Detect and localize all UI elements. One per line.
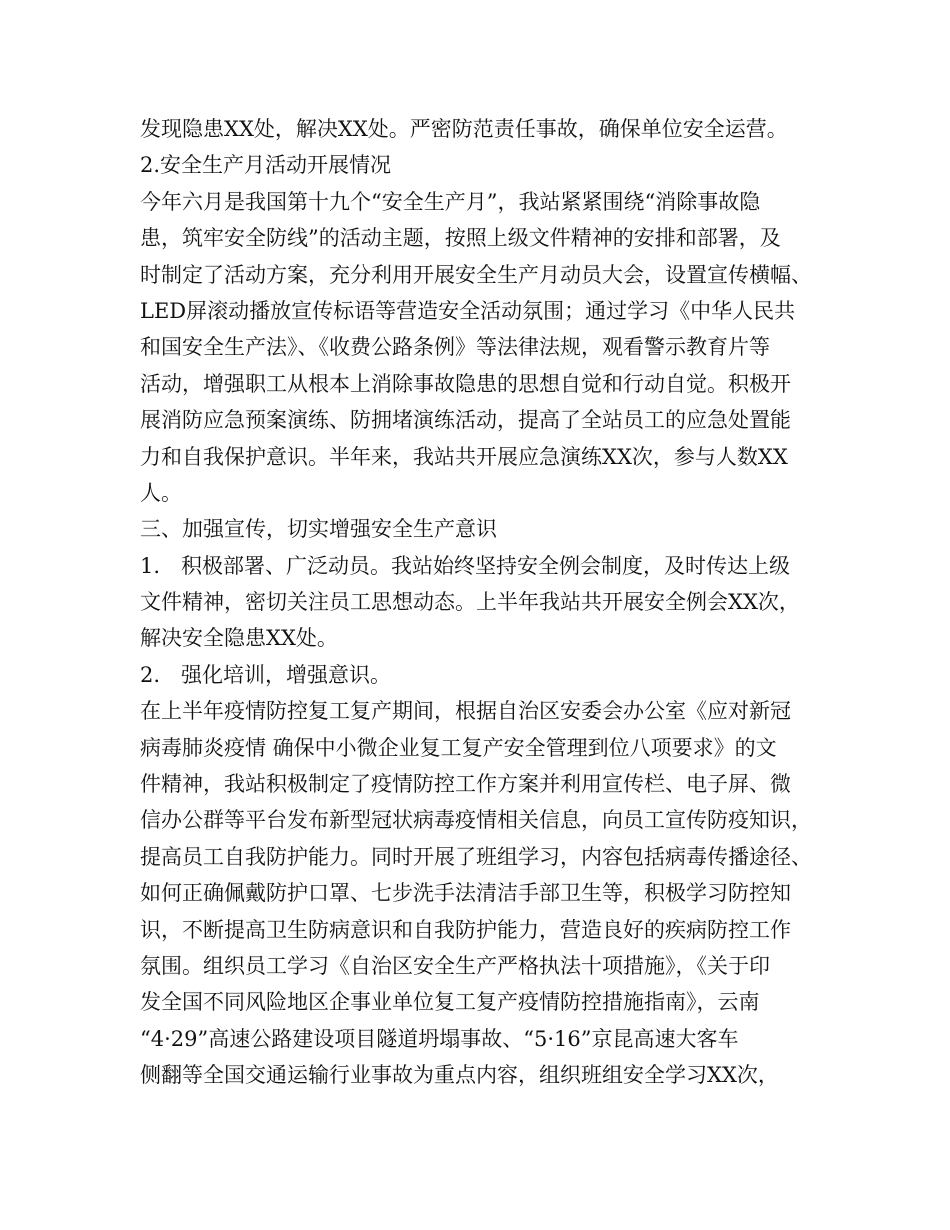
text-line: 1. 积极部署、广泛动员。我站始终坚持安全例会制度，及时传达上级	[140, 553, 791, 578]
text-line: 氛围。组织员工学习《自治区安全生产严格执法十项措施》，《关于印	[140, 953, 770, 978]
text-line: 在上半年疫情防控复工复产期间，根据自治区安委会办公室《应对新冠	[140, 699, 791, 724]
text-line: LED屏滚动播放宣传标语等营造安全活动氛围；通过学习《中华人民共	[140, 298, 796, 323]
text-line: 如何正确佩戴防护口罩、七步洗手法清洁手部卫生等，积极学习防控知	[140, 881, 791, 906]
text-line: 活动，增强职工从根本上消除事故隐患的思想自觉和行动自觉。积极开	[140, 371, 791, 396]
text-line: 展消防应急预案演练、防拥堵演练活动，提高了全站员工的应急处置能	[140, 408, 791, 433]
section-heading: 2. 强化培训，增强意识。	[140, 662, 392, 687]
text-line: 发现隐患XX处，解决XX处。严密防范责任事故，确保单位安全运营。	[140, 117, 788, 141]
text-line: 解决安全隐患XX处。	[140, 626, 338, 651]
text-line: 识，不断提高卫生防病意识和自我防护能力，营造良好的疾病防控工作	[140, 917, 791, 942]
text-line: 患，筑牢安全防线”的活动主题，按照上级文件精神的安排和部署，及	[140, 226, 781, 251]
text-line: 侧翻等全国交通运输行业事故为重点内容，组织班组安全学习XX次，	[140, 1063, 779, 1088]
text-line: 和国安全生产法》、《收费公路条例》等法律法规，观看警示教育片等	[140, 335, 770, 360]
text-line: “4·29”高速公路建设项目隧道坍塌事故、“5·16”京昆高速大客车	[140, 1026, 739, 1051]
text-line: 发全国不同风险地区企事业单位复工复产疫情防控措施指南》，云南	[140, 990, 760, 1015]
text-line: 病毒肺炎疫情 确保中小微企业复工复产安全管理到位八项要求》的文	[140, 735, 777, 760]
text-line: 信办公群等平台发布新型冠状病毒疫情相关信息，向员工宣传防疫知识，	[140, 808, 812, 833]
text-line: 力和自我保护意识。半年来，我站共开展应急演练XX次，参与人数XX	[140, 444, 788, 469]
text-line: 文件精神，密切关注员工思想动态。上半年我站共开展安全例会XX次，	[140, 590, 800, 615]
text-line: 件精神，我站积极制定了疫情防控工作方案并利用宣传栏、电子屏、微	[140, 772, 791, 797]
section-heading: 三、加强宣传，切实增强安全生产意识	[140, 517, 497, 542]
text-line: 今年六月是我国第十九个“安全生产月”，我站紧紧围绕“消除事故隐	[140, 189, 761, 214]
text-line: 提高员工自我防护能力。同时开展了班组学习，内容包括病毒传播途径、	[140, 844, 812, 869]
text-line: 时制定了活动方案，充分利用开展安全生产月动员大会，设置宣传横幅、	[140, 262, 812, 287]
section-heading: 2.安全生产月活动开展情况	[140, 153, 392, 178]
text-line: 人。	[140, 480, 182, 505]
document-body	[140, 111, 830, 1094]
